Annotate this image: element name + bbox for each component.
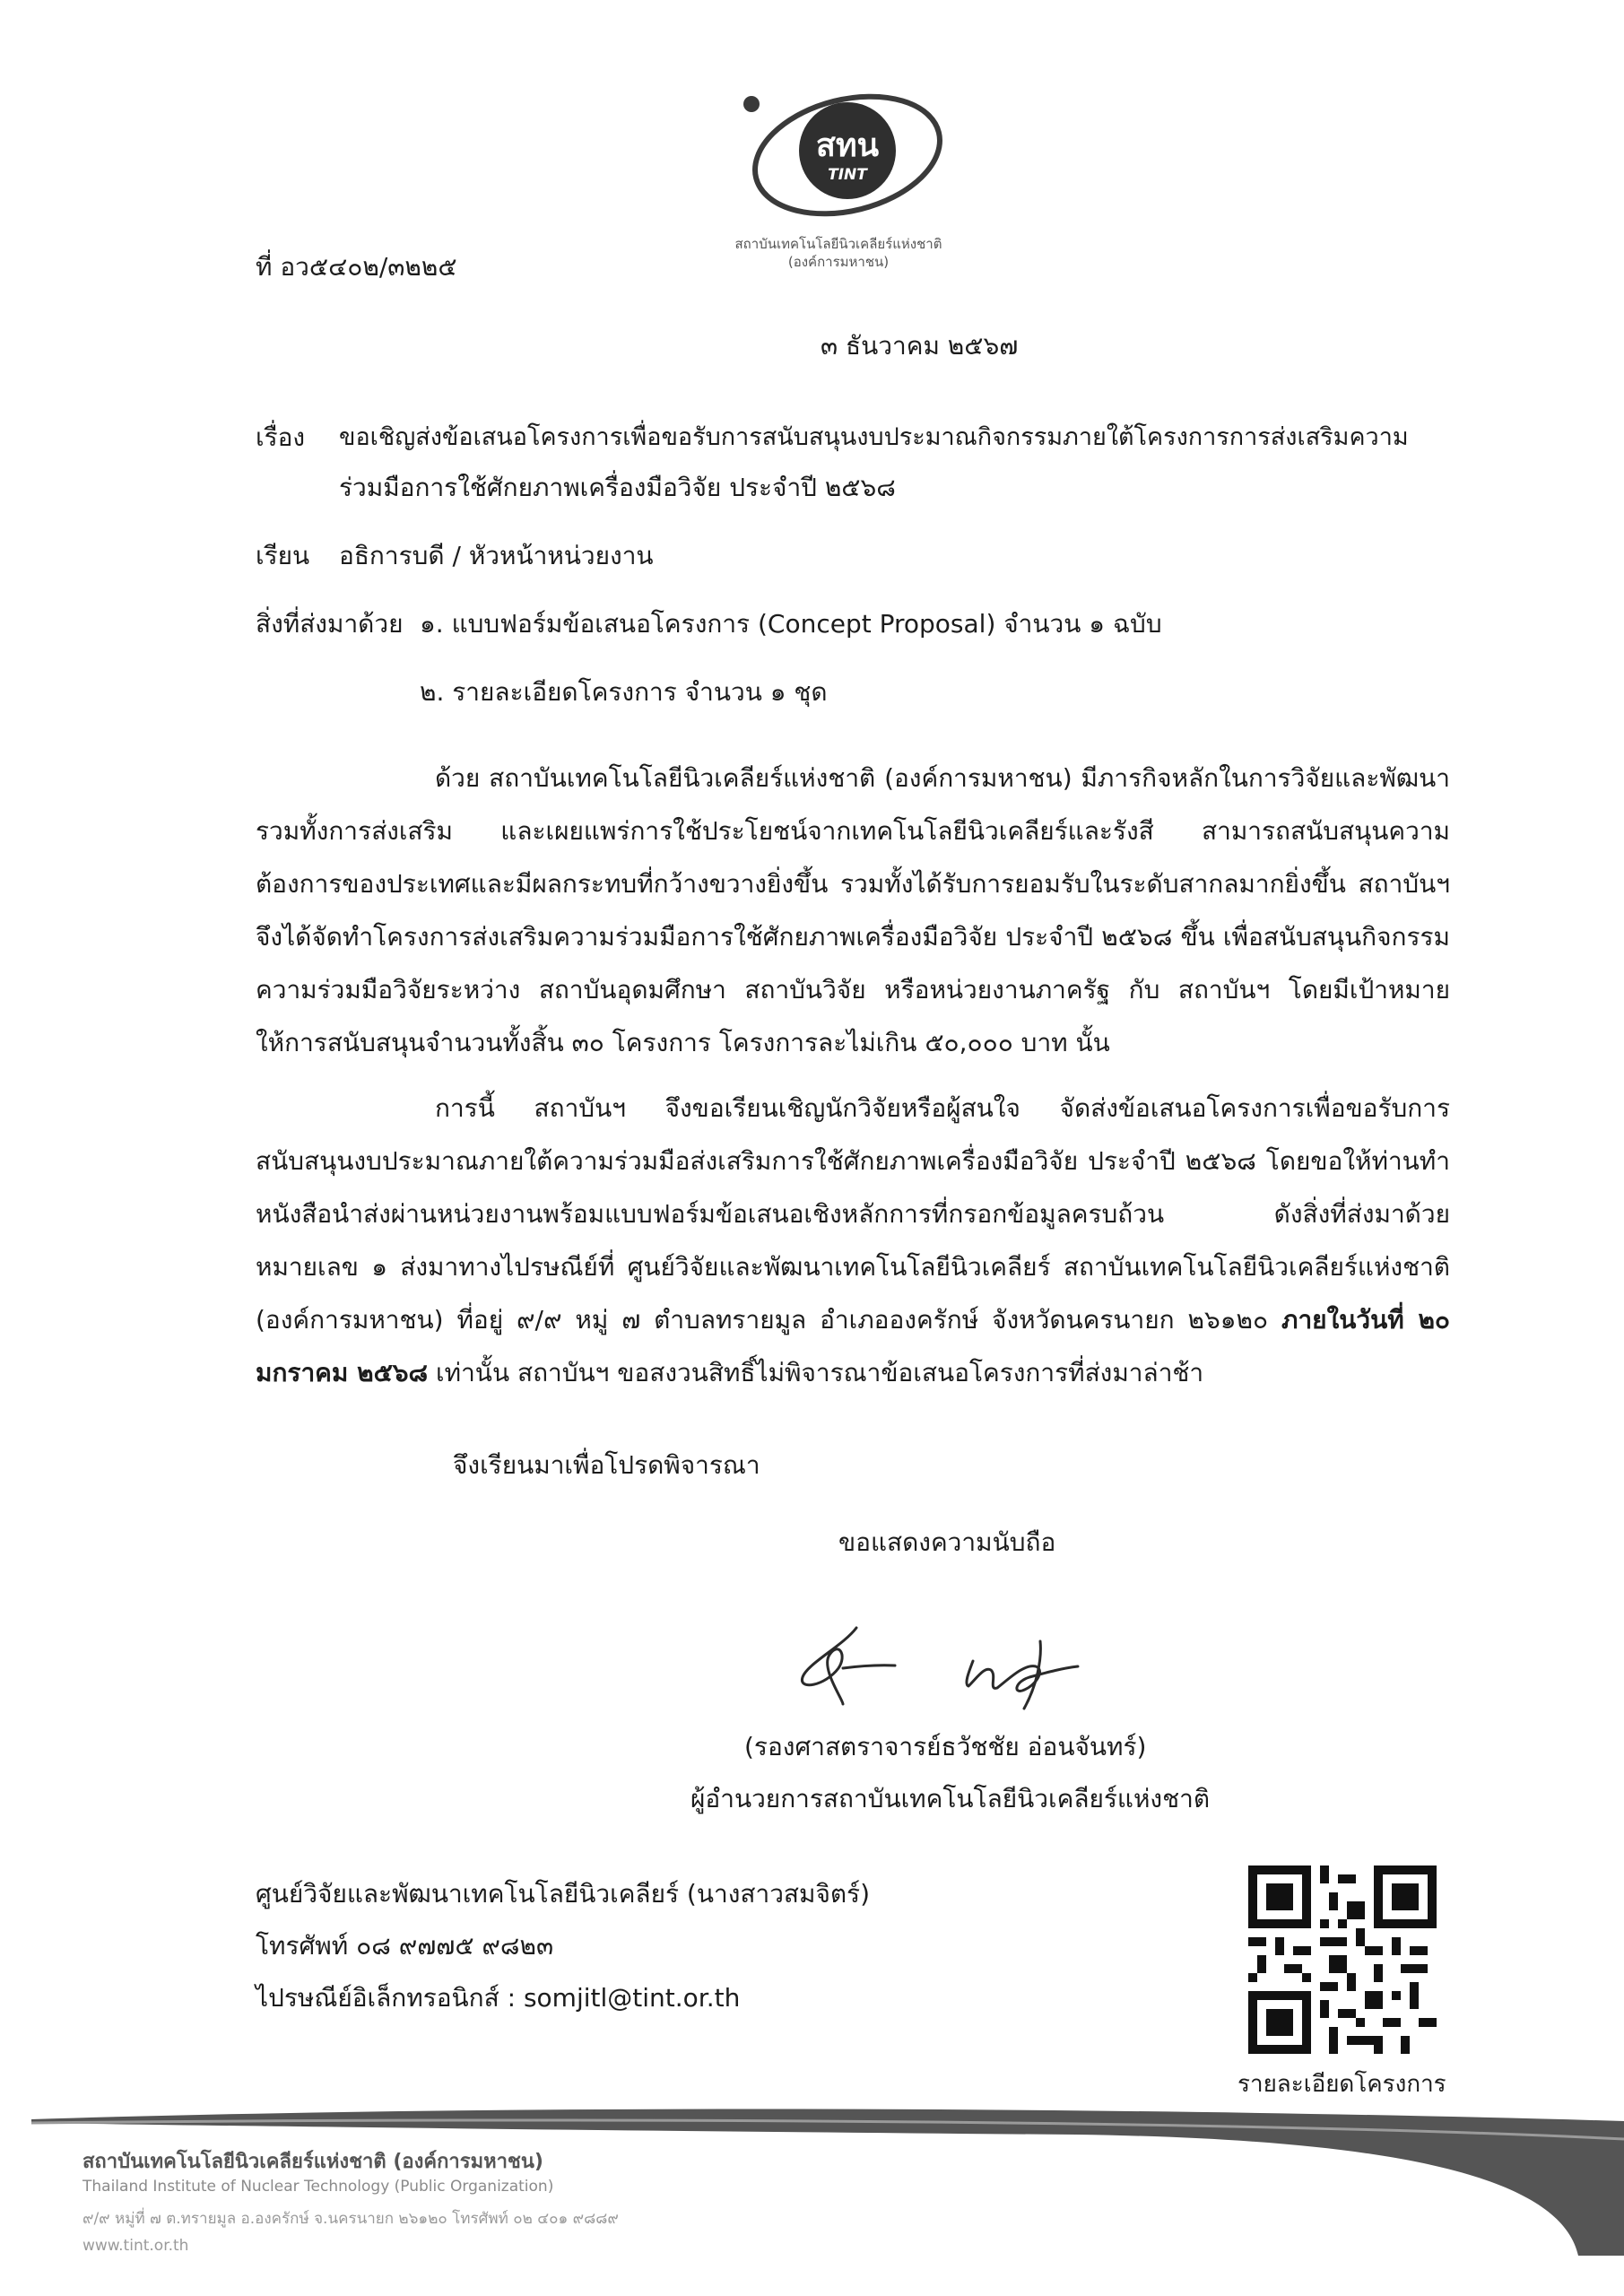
signer-name: (รองศาสตราจารย์ธวัชชัย อ่อนจันทร์) — [744, 1732, 1147, 1761]
salutation-value: อธิการบดี / หัวหน้าหน่วยงาน — [339, 541, 654, 570]
regards-line: ขอแสดงความนับถือ — [838, 1527, 1056, 1557]
logo-caption-line1: สถาบันเทคโนโลยีนิวเคลียร์แห่งชาติ — [734, 236, 942, 252]
body-paragraph-2-part-b: เท่านั้น สถาบันฯ ขอสงวนสิทธิ์ไม่พิจารณาข้อเสนอโครงการที่ส่งมาล่าช้า — [436, 1358, 1204, 1387]
body-paragraph-2 — [256, 1082, 1450, 1399]
footer-website[interactable]: www.tint.or.th — [83, 2237, 189, 2255]
deadline-text: ภายในวันที่ ๒๐ มกราคม ๒๕๖๘ — [256, 1305, 1451, 1387]
contact-phone: โทรศัพท์ ๐๘ ๙๗๗๕ ๙๘๒๓ — [256, 1931, 554, 1961]
body-paragraph-2-part-a: การนี้ สถาบันฯ จึงขอเรียนเชิญนักวิจัยหรือผู้สนใจ จัดส่งข้อเสนอโครงการเพื่อขอรับการสนับสนุนงบประมาณภายใต้ความร่วมมือส่งเสริมการใช้ศักยภาพเครื่องมือวิจัย ประจำปี ๒๕๖๘ โดยขอให้ท่านทำหนังสือนำส่งผ่านหน่วยงานพร้อมแบบฟอร์มข้อเสนอเชิงหลักการที่กรอกข้อมูลครบถ้วน ดังสิ่งที่ส่งมาด้วยหมายเลข ๑ ส่งมาทางไปรษณีย์ที่ ศูนย์วิจัยและพัฒนาเทคโนโลยีนิวเคลียร์ สถาบันเทคโนโลยีนิวเคลียร์แห่งชาติ (องค์การมหาชน) ที่อยู่ ๙/๙ หมู่ ๗ ตำบลทรายมูล อำเภอองครักษ์ จังหวัดนครนายก ๒๖๑๒๐ — [256, 1093, 1450, 1335]
footer-address: ๙/๙ หมู่ที่ ๗ ต.ทรายมูล อ.องครักษ์ จ.นครนายก ๒๖๑๒๐ โทรศัพท์ ๐๒ ๔๐๑ ๙๘๘๙ — [83, 2210, 619, 2228]
reference-number: ที่ อว๕๔๐๒/๓๒๒๕ — [256, 252, 457, 282]
signature-image — [789, 1614, 1112, 1713]
logo-caption-line2: (องค์การมหาชน) — [787, 254, 890, 270]
subject-line2: ร่วมมือการใช้ศักยภาพเครื่องมือวิจัย ประจำปี ๒๕๖๘ — [339, 473, 896, 502]
body-text — [256, 752, 1450, 1399]
footer-org-english: Thailand Institute of Nuclear Technology (Public Organization) — [83, 2178, 554, 2196]
body-paragraph-1: ด้วย สถาบันเทคโนโลยีนิวเคลียร์แห่งชาติ (องค์การมหาชน) มีภารกิจหลักในการวิจัยและพัฒนา รวมทั้งการส่งเสริม และเผยแพร่การใช้ประโยชน์จากเทคโนโลยีนิวเคลียร์และรังสี สามารถสนับสนุนความต้องการของประเทศและมีผลกระทบที่กว้างขวางยิ่งขึ้น รวมทั้งได้รับการยอมรับในระดับสากลมากยิ่งขึ้น สถาบันฯ จึงได้จัดทำโครงการส่งเสริมความร่วมมือการใช้ศักยภาพเครื่องมือวิจัย ประจำปี ๒๕๖๘ ขึ้น เพื่อสนับสนุนกิจกรรมความร่วมมือวิจัยระหว่าง สถาบันอุดมศึกษา สถาบันวิจัย หรือหน่วยงานภาครัฐ กับ สถาบันฯ โดยมีเป้าหมายให้การสนับสนุนจำนวนทั้งสิ้น ๓๐ โครงการ โครงการละไม่เกิน ๕๐,๐๐๐ บาท นั้น — [256, 763, 1450, 1057]
enclosure-item-2: ๒. รายละเอียดโครงการ จำนวน ๑ ชุด — [420, 677, 828, 707]
contact-email: ไปรษณีย์อิเล็กทรอนิกส์ : somjitl@tint.or.th — [256, 1983, 741, 2013]
footer-org-thai: สถาบันเทคโนโลยีนิวเคลียร์แห่งชาติ (องค์การมหาชน) — [83, 2151, 543, 2173]
logo-subtext: TINT — [828, 166, 867, 184]
subject-line1: ขอเชิญส่งข้อเสนอโครงการเพื่อขอรับการสนับสนุนงบประมาณกิจกรรมภายใต้โครงการการส่งเสริมความ — [339, 423, 1409, 451]
qr-code[interactable] — [1248, 1866, 1437, 2054]
letter-date: ๓ ธันวาคม ๒๕๖๗ — [821, 331, 1019, 361]
logo-caption — [690, 235, 986, 271]
salutation-label: เรียน — [256, 541, 310, 570]
signer-position: ผู้อำนวยการสถาบันเทคโนโลยีนิวเคลียร์แห่งชาติ — [690, 1784, 1211, 1813]
contact-unit: ศูนย์วิจัยและพัฒนาเทคโนโลยีนิวเคลียร์ (นางสาวสมจิตร์) — [256, 1879, 871, 1909]
closing-line: จึงเรียนมาเพื่อโปรดพิจารณา — [453, 1450, 760, 1480]
tint-logo — [735, 79, 951, 249]
subject-label: เรื่อง — [256, 422, 306, 452]
enclosure-item-1: ๑. แบบฟอร์มข้อเสนอโครงการ (Concept Proposal) จำนวน ๑ ฉบับ — [420, 609, 1162, 639]
enclosures-label: สิ่งที่ส่งมาด้วย — [256, 609, 404, 639]
logo-text: สทน — [815, 127, 880, 164]
qr-caption: รายละเอียดโครงการ — [1238, 2071, 1446, 2098]
